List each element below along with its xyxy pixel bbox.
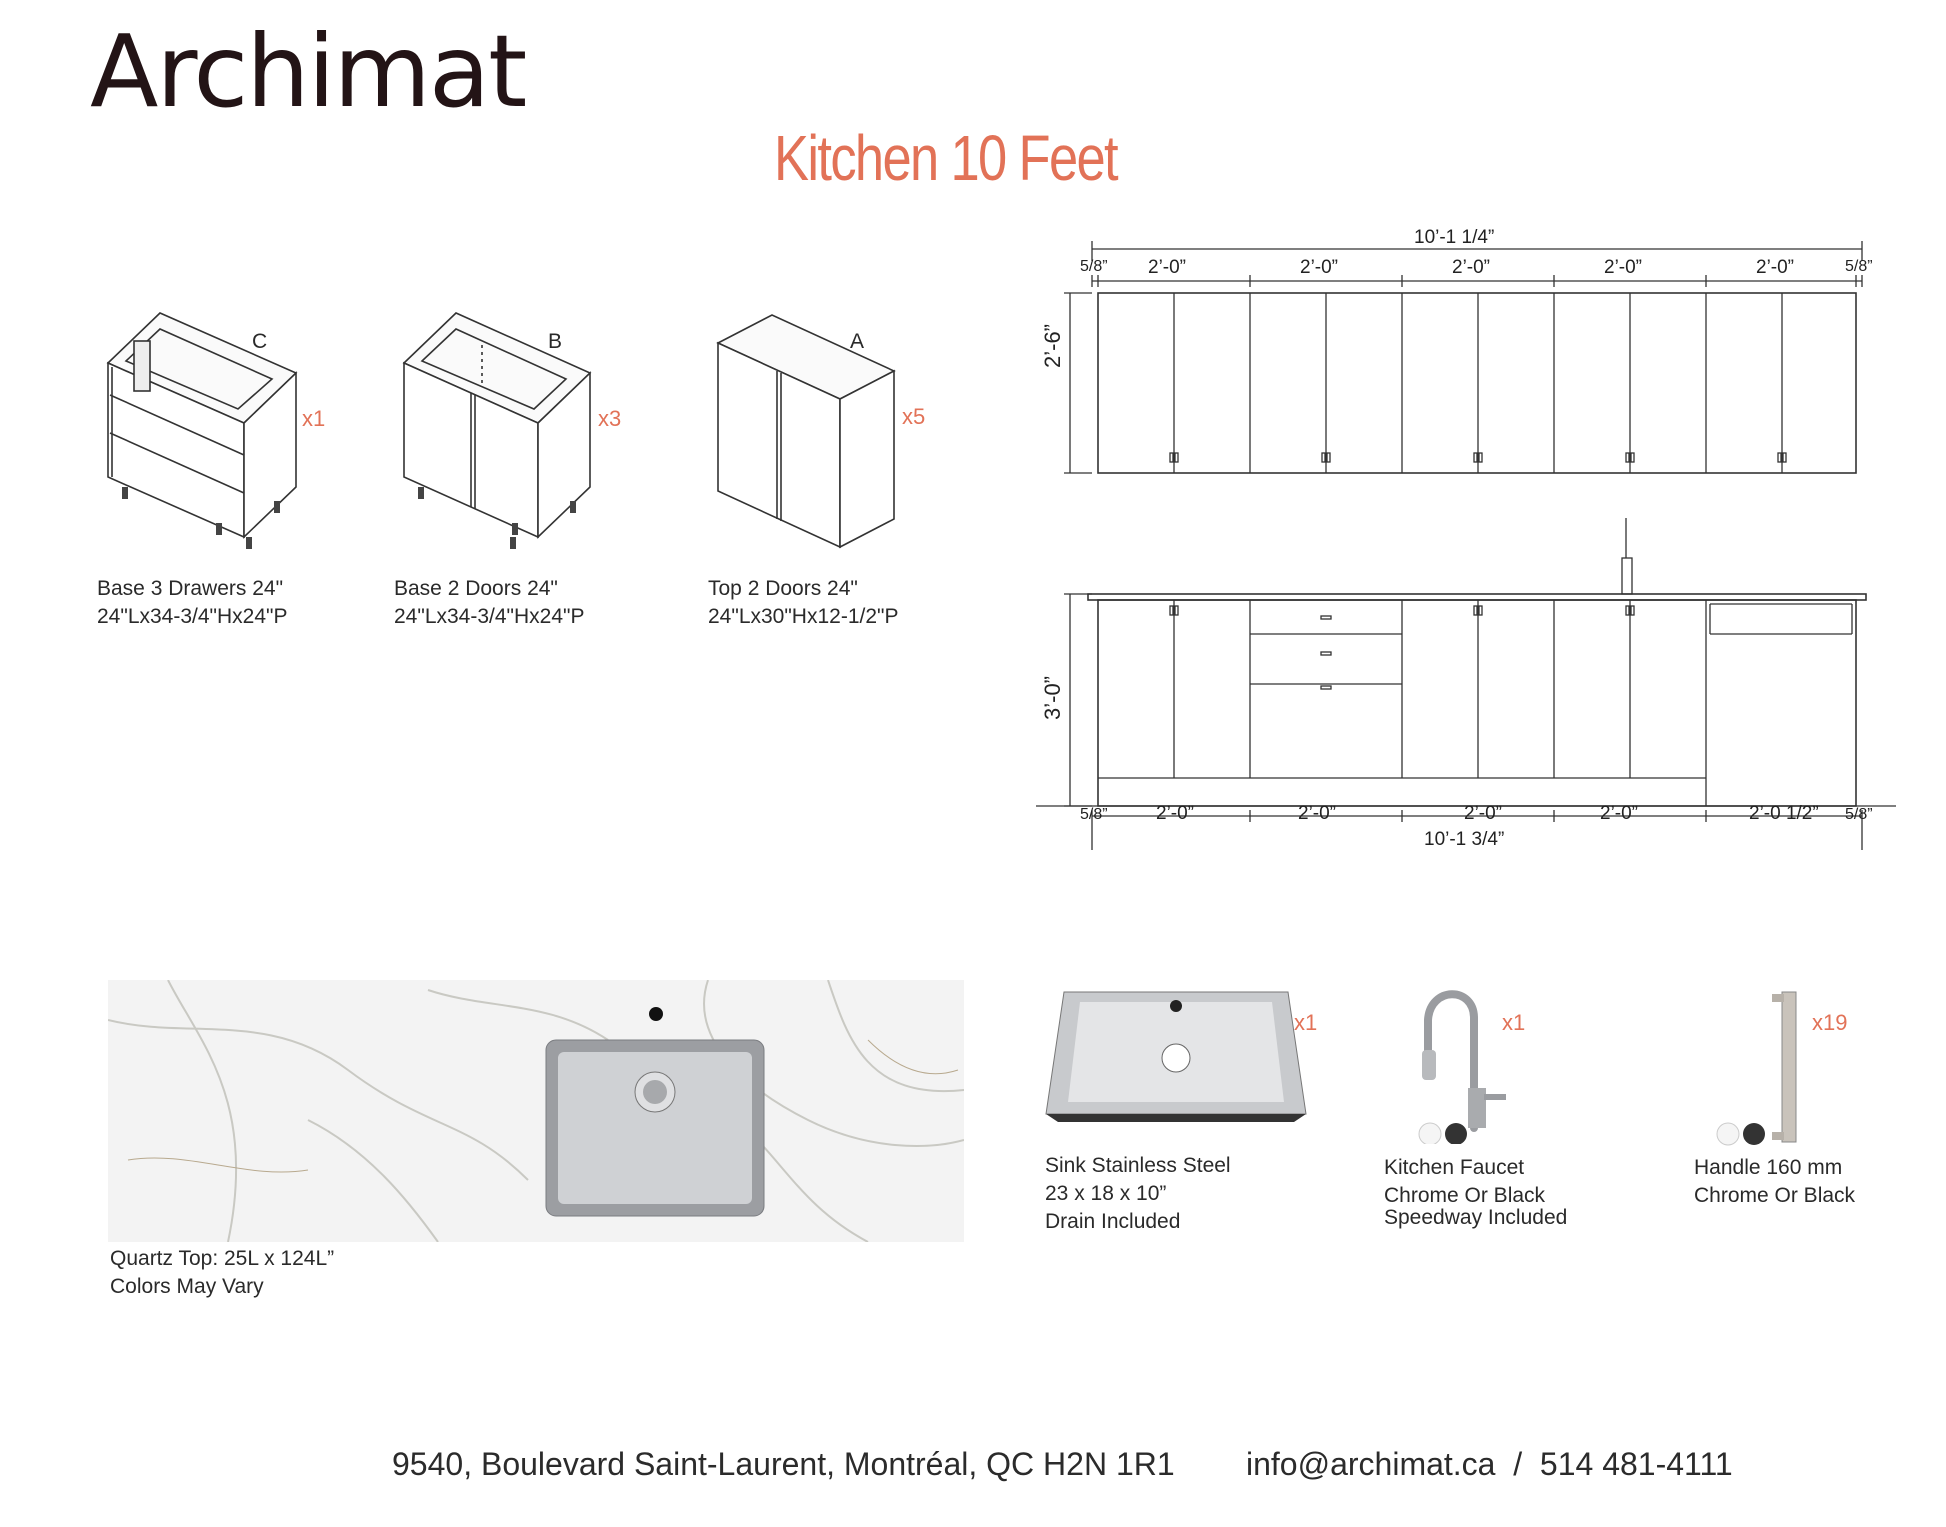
- lower-segment-5: 2’-0 1/2”: [1749, 803, 1819, 824]
- upper-total-dimension: 10’-1 1/4”: [1414, 227, 1495, 248]
- footer-address: 9540, Boulevard Saint-Laurent, Montréal, QC H2N 1R1: [392, 1446, 1175, 1482]
- upper-segment-3: 2’-0”: [1452, 257, 1491, 278]
- lower-edge-right: 5/8”: [1845, 806, 1873, 823]
- sink-line-3: Drain Included: [1045, 1210, 1181, 1233]
- upper-edge-right: 5/8”: [1845, 258, 1873, 275]
- lower-segment-4: 2’-0”: [1600, 803, 1639, 824]
- upper-edge-left: 5/8”: [1080, 258, 1108, 275]
- quartz-line-2: Colors May Vary: [110, 1275, 264, 1298]
- faucet-image: [1410, 978, 1530, 1144]
- cabinet-tag-c: C: [252, 330, 268, 353]
- lower-segment-3: 2’-0”: [1464, 803, 1503, 824]
- upper-segment-4: 2’-0”: [1604, 257, 1643, 278]
- quartz-caption: [110, 1245, 334, 1301]
- cabinet-name: Base 3 Drawers 24": [97, 577, 284, 600]
- quartz-top-image: [108, 980, 964, 1242]
- cabinet-caption-c: [97, 575, 287, 631]
- cabinet-dims: 24"Lx34-3/4"Hx24"P: [394, 605, 585, 628]
- cabinet-dims: 24"Lx34-3/4"Hx24"P: [97, 605, 288, 628]
- upper-height-dimension: 2’-6”: [1040, 323, 1065, 368]
- quartz-line-1: Quartz Top: 25L x 124L”: [110, 1247, 335, 1270]
- faucet-line-1: Kitchen Faucet: [1384, 1156, 1525, 1179]
- cabinet-name: Top 2 Doors 24": [708, 577, 858, 600]
- cabinet-qty-b: x3: [598, 406, 622, 431]
- base-3-drawers-illustration: [96, 305, 316, 565]
- handle-qty: x19: [1812, 1010, 1848, 1035]
- lower-segment-1: 2’-0”: [1156, 803, 1195, 824]
- cabinet-tag-a: A: [850, 330, 865, 353]
- lower-total-dimension: 10’-1 3/4”: [1424, 829, 1505, 850]
- upper-segment-5: 2’-0”: [1756, 257, 1795, 278]
- top-2-doors-illustration: [710, 305, 910, 555]
- faucet-line-3: Speedway Included: [1384, 1206, 1568, 1229]
- cabinet-qty-c: x1: [302, 406, 326, 431]
- faucet-caption: [1384, 1154, 1567, 1232]
- cabinet-caption-a: [708, 575, 898, 631]
- handle-line-1: Handle 160 mm: [1694, 1156, 1843, 1179]
- sink-qty: x1: [1294, 1010, 1318, 1035]
- lower-segment-2: 2’-0”: [1298, 803, 1337, 824]
- archimat-logo: Archimat: [90, 13, 526, 130]
- sink-image: [1044, 990, 1308, 1126]
- cabinet-name: Base 2 Doors 24": [394, 577, 558, 600]
- sink-caption: [1045, 1152, 1231, 1236]
- page-title: Kitchen 10 Feet: [774, 122, 1117, 194]
- lower-edge-left: 5/8”: [1080, 806, 1108, 823]
- cabinet-dims: 24"Lx30"Hx12-1/2"P: [708, 605, 899, 628]
- handle-caption: [1694, 1154, 1855, 1210]
- upper-segment-2: 2’-0”: [1300, 257, 1339, 278]
- faucet-line-2: Chrome Or Black: [1384, 1184, 1546, 1207]
- cabinet-tag-b: B: [548, 330, 563, 353]
- upper-segment-1: 2’-0”: [1148, 257, 1187, 278]
- base-2-doors-illustration: [394, 305, 614, 565]
- handle-image: [1710, 990, 1810, 1146]
- footer-contact[interactable]: info@archimat.ca / 514 481-4111: [1246, 1446, 1733, 1482]
- sink-line-1: Sink Stainless Steel: [1045, 1154, 1231, 1177]
- lower-height-dimension: 3’-0”: [1040, 675, 1065, 720]
- sink-line-2: 23 x 18 x 10”: [1045, 1182, 1167, 1205]
- cabinet-qty-a: x5: [902, 404, 926, 429]
- cabinet-caption-b: [394, 575, 584, 631]
- faucet-qty: x1: [1502, 1010, 1526, 1035]
- handle-line-2: Chrome Or Black: [1694, 1184, 1856, 1207]
